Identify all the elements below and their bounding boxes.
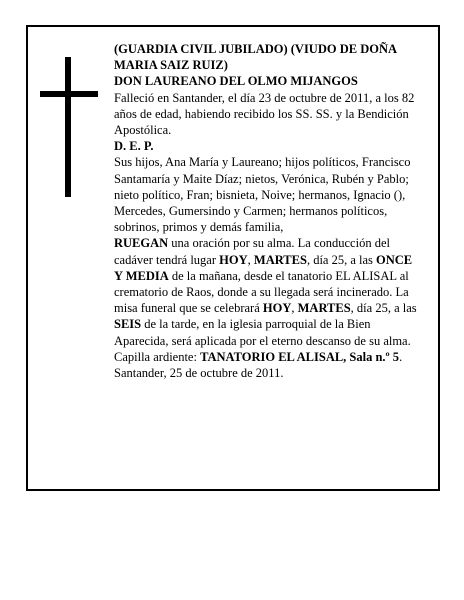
request-text-2: , día 25, a las (306, 252, 377, 267)
deceased-name: DON LAUREANO DEL OLMO MIJANGOS (114, 74, 358, 89)
cross-icon (40, 57, 94, 197)
hoy-1: HOY (219, 252, 248, 267)
hora-2: SEIS (114, 317, 142, 332)
cross-horizontal-bar (40, 91, 98, 97)
dep-line (114, 138, 420, 154)
request-text-5: de la tarde, en la iglesia parroquial de la Bien Aparecida, será aplicada por el eterno descanso de su alma. (114, 317, 411, 348)
chapel-label: Capilla ardiente: (114, 349, 201, 364)
funeral-request (114, 235, 420, 348)
cross-vertical-bar (65, 57, 71, 197)
comma-1: , (247, 252, 254, 267)
hora-1: ONCE Y MEDIA (114, 252, 413, 283)
chapel-end: . (399, 349, 403, 364)
deceased-name-line (114, 73, 420, 89)
comma-2: , (291, 301, 298, 316)
obituary-frame (26, 25, 440, 491)
header-title: (GUARDIA CIVIL JUBILADO) (VIUDO DE DOÑA MARIA SAIZ RUIZ) (114, 42, 397, 73)
header-line (114, 41, 420, 73)
dep-text: D. E. P. (114, 139, 154, 154)
chapel-place: TANATORIO EL ALISAL, Sala n.º 5 (200, 349, 400, 364)
martes-2: MARTES (297, 301, 351, 316)
ruegan-word: RUEGAN (114, 236, 169, 251)
obituary-text (114, 41, 420, 381)
request-text-3: de la mañana, desde el tanatorio EL ALISAL al crematorio de Raos, donde a su llegada será incinerado. La misa funeral que se celebrará (114, 268, 409, 316)
request-text-1: una oración por su alma. La conducción del cadáver tendrá lugar (114, 236, 390, 267)
signoff: Santander, 25 de octubre de 2011. (114, 366, 284, 381)
death-notice: Falleció en Santander, el día 23 de octubre de 2011, a los 82 años de edad, habiendo recibido los SS. SS. y la Bendición Apostólica. (114, 90, 415, 138)
request-text-4: , día 25, a las (350, 301, 417, 316)
family-list: Sus hijos, Ana María y Laureano; hijos políticos, Francisco Santamaría y Maite Díaz; nietos, Verónica, Rubén y Pablo; nieto político, Fran; bisnieta, Noive; hermanos, Ignacio (), Mercedes, Gumersindo y Carmen; hermanos políticos, sobrinos, primos y demás familia, (114, 155, 411, 235)
hoy-2: HOY (262, 301, 292, 316)
chapel-line (114, 349, 420, 365)
martes-1: MARTES (253, 252, 307, 267)
